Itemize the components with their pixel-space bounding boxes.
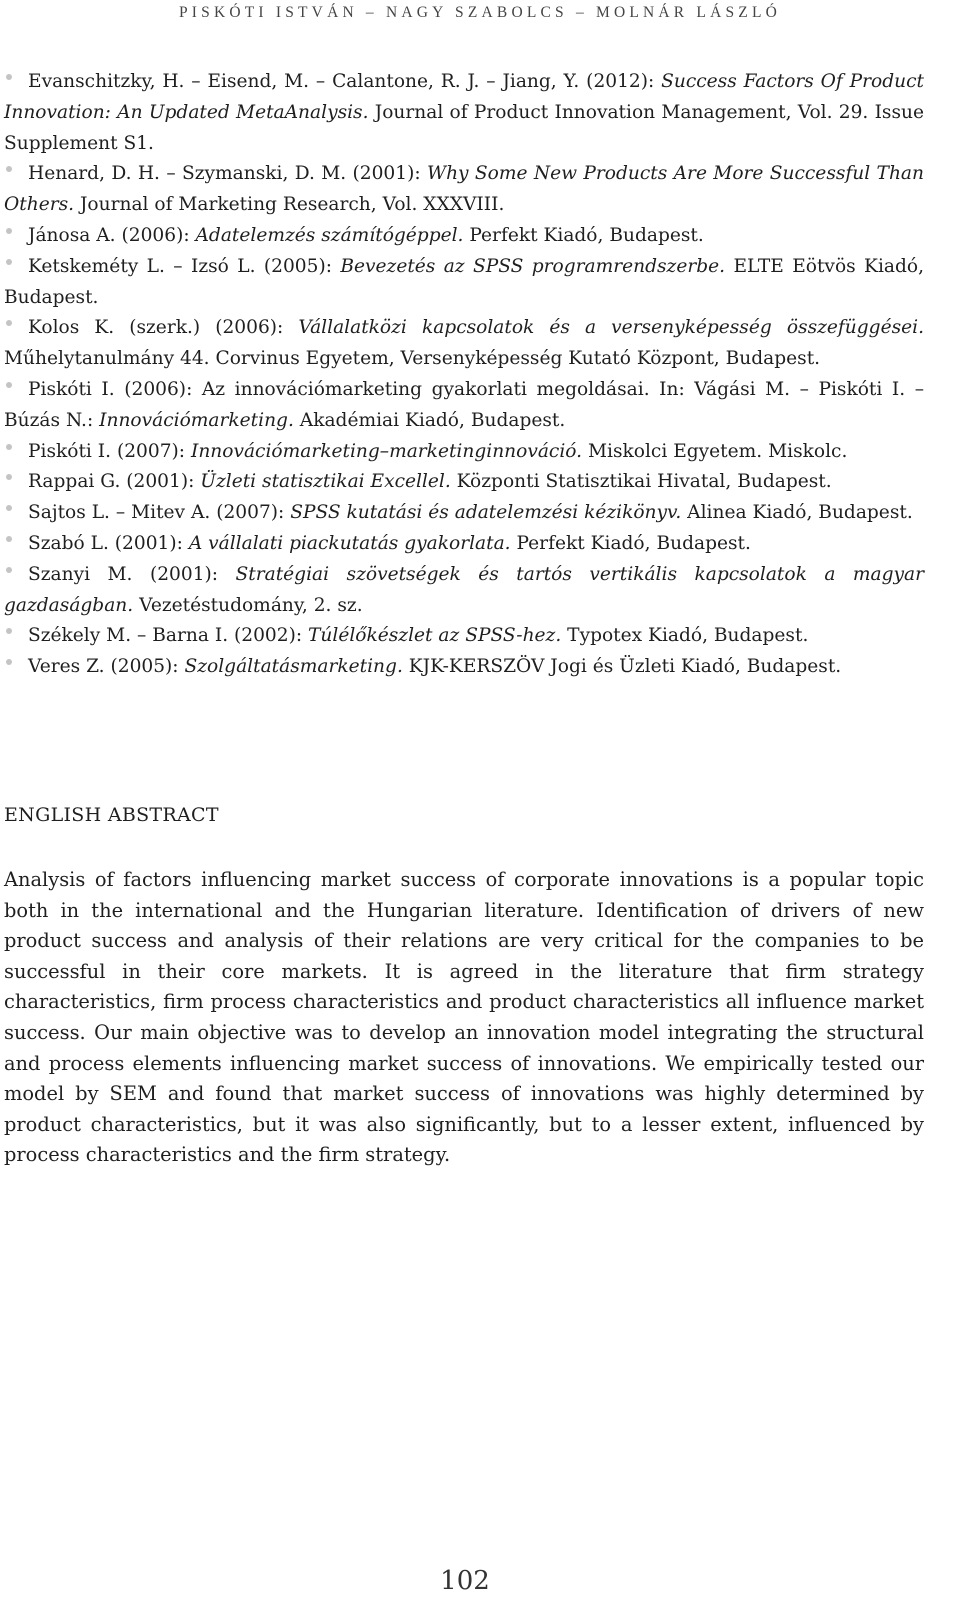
- reference-item: Szanyi M. (2001): Stratégiai szövetségek és tartós vertikális kapcsolatok a magyar gazdaságban. Vezetéstudomány, 2. sz.: [4, 563, 924, 616]
- reference-item: Jánosa A. (2006): Adatelemzés számítógéppel. Perfekt Kiadó, Budapest.: [4, 221, 924, 252]
- bullet-icon: [4, 262, 16, 272]
- bullet-icon: [4, 662, 16, 672]
- reference-item: Székely M. – Barna I. (2002): Túlélőkészlet az SPSS-hez. Typotex Kiadó, Budapest.: [4, 621, 924, 652]
- reference-item: Piskóti I. (2006): Az innovációmarketing gyakorlati megoldásai. In: Vágási M. – Piskóti I. – Búzás N.: Innovációmarketing. Akadémiai Kiadó, Budapest.: [4, 378, 924, 431]
- reference-item: Sajtos L. – Mitev A. (2007): SPSS kutatási és adatelemzési kézikönyv. Alinea Kiadó, Budapest.: [4, 498, 924, 529]
- page-number: 102: [440, 1566, 490, 1596]
- reference-item: Kolos K. (szerk.) (2006): Vállalatközi kapcsolatok és a versenyképesség összefüggései. Műhelytanulmány 44. Corvinus Egyetem, Versenyképesség Kutató Központ, Budapest.: [4, 317, 924, 370]
- bullet-icon: [4, 385, 16, 395]
- abstract-body: Analysis of factors influencing market success of corporate innovations is a popular topic both in the international and the Hungarian literature. Identification of drivers of new product success and analysis of their relations are very critical for the companies to be successful in their core markets. It is agreed in the literature that firm strategy characteristics, firm process characteristics and product characteristics all influence market success. Our main objective was to develop an innovation model integrating the structural and process elements influencing market success of innovations. We empirically tested our model by SEM and found that market success of innovations was highly determined by product characteristics, but it was also significantly, but to a lesser extent, influenced by process characteristics and the firm strategy.: [4, 868, 924, 1167]
- bullet-icon: [4, 169, 16, 179]
- reference-item: Rappai G. (2001): Üzleti statisztikai Excellel. Központi Statisztikai Hivatal, Budapest.: [4, 467, 924, 498]
- bullet-icon: [4, 231, 16, 241]
- abstract-heading: ENGLISH ABSTRACT: [4, 804, 219, 826]
- reference-list: [4, 67, 924, 683]
- bullet-icon: [4, 323, 16, 333]
- bullet-icon: [4, 570, 16, 580]
- reference-item: Szabó L. (2001): A vállalati piackutatás gyakorlata. Perfekt Kiadó, Budapest.: [4, 529, 924, 560]
- bullet-icon: [4, 77, 16, 87]
- reference-item: Henard, D. H. – Szymanski, D. M. (2001): Why Some New Products Are More Successful Than Others. Journal of Marketing Research, Vol. XXXVIII.: [4, 163, 924, 216]
- bullet-icon: [4, 447, 16, 457]
- reference-item: Veres Z. (2005): Szolgáltatásmarketing. KJK-KERSZÖV Jogi és Üzleti Kiadó, Budapest.: [4, 652, 924, 683]
- reference-item: Evanschitzky, H. – Eisend, M. – Calantone, R. J. – Jiang, Y. (2012): Success Factors Of Product Innovation: An Updated MetaAnalysis. Journal of Product Innovation Management, Vol. 29. Issue Supplement S1.: [4, 71, 924, 154]
- bullet-icon: [4, 539, 16, 549]
- reference-item: Piskóti I. (2007): Innovációmarketing–marketinginnováció. Miskolci Egyetem. Miskolc.: [4, 437, 924, 468]
- reference-item: Ketskeméty L. – Izsó L. (2005): Bevezetés az SPSS programrendszerbe. ELTE Eötvös Kiadó, Budapest.: [4, 255, 924, 308]
- bullet-icon: [4, 508, 16, 518]
- bullet-icon: [4, 631, 16, 641]
- running-head: PISKÓTI ISTVÁN – NAGY SZABOLCS – MOLNÁR LÁSZLÓ: [178, 4, 782, 21]
- bullet-icon: [4, 477, 16, 487]
